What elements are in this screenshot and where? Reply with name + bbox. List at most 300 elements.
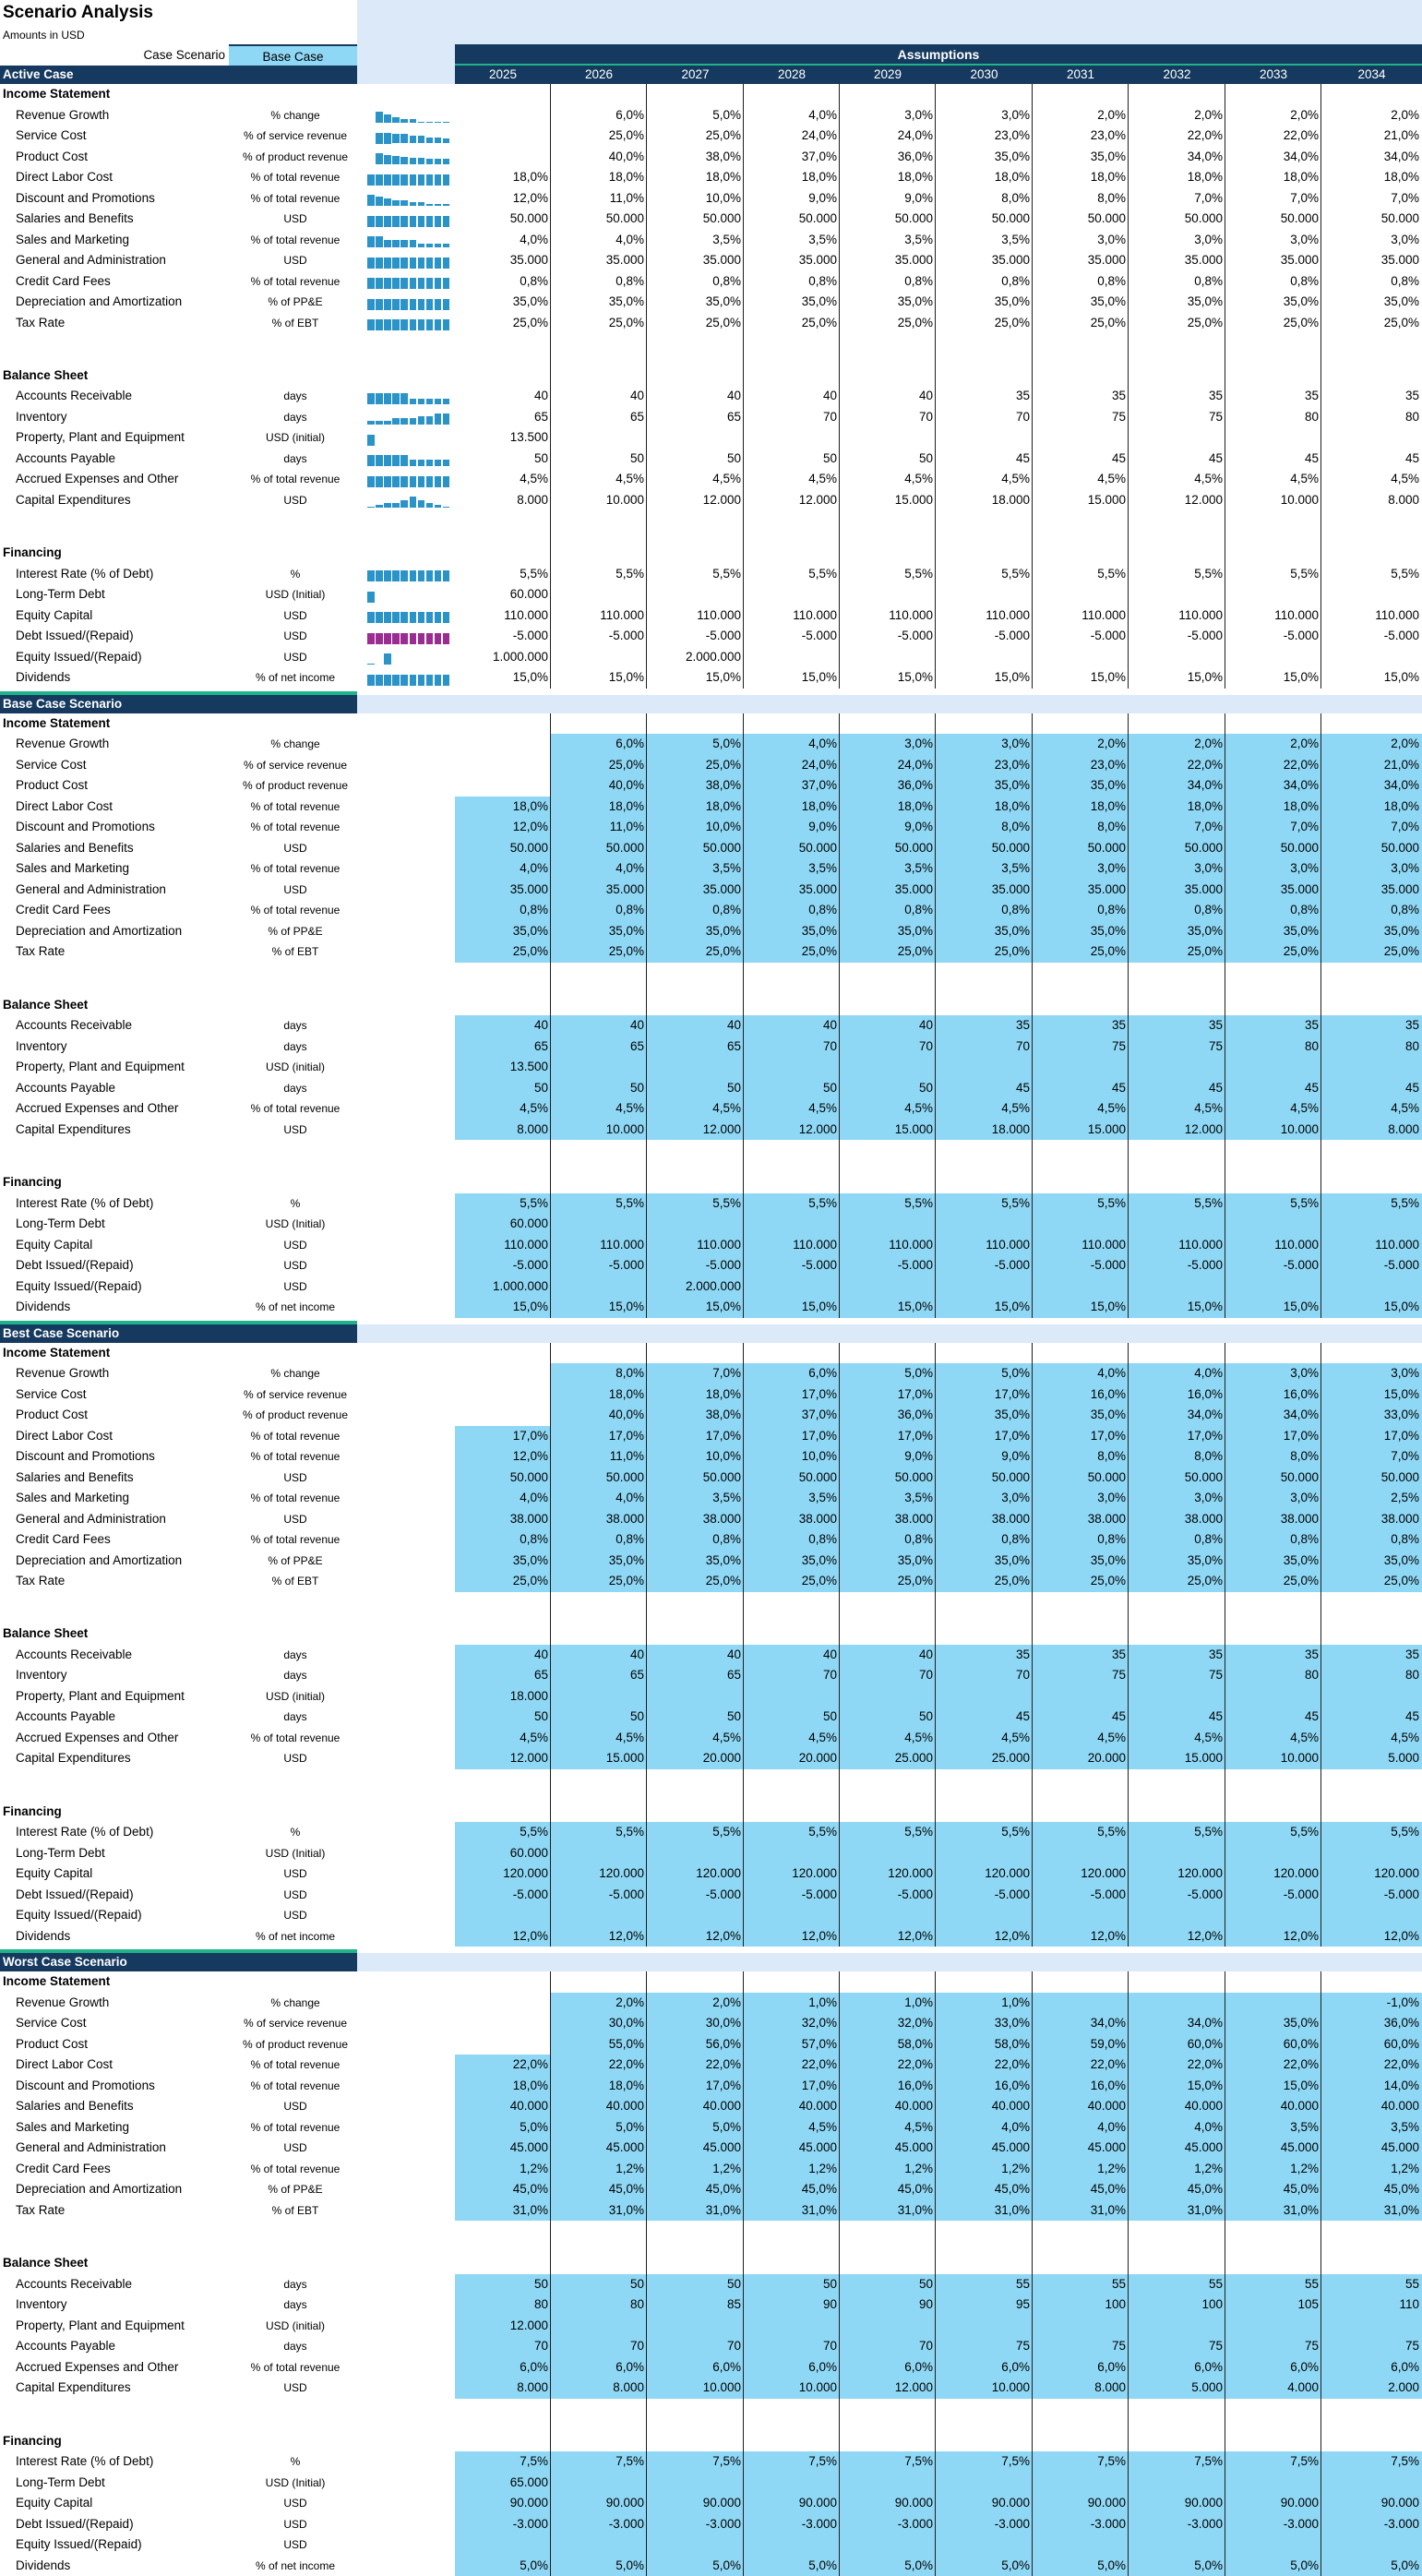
value-cell[interactable]: 90 [744,2294,840,2316]
value-cell[interactable]: 31,0% [1129,2200,1225,2222]
value-cell[interactable]: 35,0% [936,292,1033,313]
value-cell[interactable]: 3,0% [840,734,936,755]
value-cell[interactable]: 0,8% [1129,900,1225,921]
value-cell[interactable]: 12.000 [1129,490,1225,511]
value-cell[interactable] [936,1276,1033,1298]
value-cell[interactable]: 5,5% [744,1193,840,1215]
value-cell[interactable]: 12,0% [1321,1926,1422,1947]
value-cell[interactable]: 22,0% [1129,126,1225,147]
value-cell[interactable]: 57,0% [744,2034,840,2055]
value-cell[interactable]: 75 [1321,2336,1422,2357]
value-cell[interactable]: 35,0% [1321,292,1422,313]
value-cell[interactable]: 0,8% [455,900,551,921]
value-cell[interactable]: 18,0% [1225,797,1321,818]
value-cell[interactable]: 2,0% [1033,734,1129,755]
value-cell[interactable]: 25,0% [647,941,744,963]
value-cell[interactable] [455,775,551,797]
value-cell[interactable]: 9,0% [840,188,936,210]
value-cell[interactable]: 35.000 [744,880,840,901]
value-cell[interactable]: 15,0% [1129,2076,1225,2097]
value-cell[interactable]: 5,0% [647,2556,744,2576]
value-cell[interactable] [1225,1057,1321,1078]
value-cell[interactable] [1321,2473,1422,2494]
value-cell[interactable] [744,1276,840,1298]
value-cell[interactable]: 50.000 [744,209,840,230]
value-cell[interactable]: 90.000 [647,2493,744,2514]
value-cell[interactable]: 80 [1225,407,1321,428]
value-cell[interactable]: 1,2% [744,2159,840,2180]
value-cell[interactable]: 120.000 [1321,1863,1422,1885]
value-cell[interactable]: 45,0% [1129,2179,1225,2200]
value-cell[interactable]: 7,5% [647,2451,744,2473]
value-cell[interactable]: 35,0% [455,1551,551,1572]
value-cell[interactable] [1129,2316,1225,2337]
value-cell[interactable]: 3,0% [1321,1363,1422,1384]
value-cell[interactable]: 17,0% [1225,1426,1321,1447]
value-cell[interactable]: 5,5% [744,1822,840,1843]
value-cell[interactable]: 10.000 [1225,1120,1321,1141]
value-cell[interactable]: 18,0% [647,1384,744,1406]
value-cell[interactable]: -5.000 [840,626,936,647]
value-cell[interactable]: 24,0% [744,755,840,776]
value-cell[interactable] [1225,1276,1321,1298]
value-cell[interactable]: 16,0% [1225,1384,1321,1406]
value-cell[interactable] [647,1214,744,1235]
value-cell[interactable]: 35.000 [647,880,744,901]
value-cell[interactable]: 50 [551,1078,647,1099]
value-cell[interactable]: 7,5% [551,2451,647,2473]
value-cell[interactable] [551,2534,647,2556]
value-cell[interactable]: 4,5% [840,1728,936,1749]
value-cell[interactable]: -5.000 [936,1885,1033,1906]
value-cell[interactable]: 35 [1321,1015,1422,1036]
value-cell[interactable] [840,1686,936,1707]
value-cell[interactable]: 50 [551,2274,647,2295]
value-cell[interactable]: 2,5% [1321,1488,1422,1509]
value-cell[interactable]: 10,0% [647,817,744,838]
value-cell[interactable]: 25,0% [840,941,936,963]
value-cell[interactable]: 35 [1129,1645,1225,1666]
value-cell[interactable]: 3,0% [840,105,936,126]
value-cell[interactable]: 3,5% [647,858,744,880]
value-cell[interactable] [936,2473,1033,2494]
value-cell[interactable]: -5.000 [647,1255,744,1276]
value-cell[interactable]: 17,0% [647,1426,744,1447]
value-cell[interactable]: -5.000 [936,626,1033,647]
value-cell[interactable] [744,2473,840,2494]
value-cell[interactable] [936,1905,1033,1926]
value-cell[interactable]: 50.000 [744,838,840,859]
value-cell[interactable] [1321,1843,1422,1864]
value-cell[interactable]: 59,0% [1033,2034,1129,2055]
value-cell[interactable]: 35 [1321,1645,1422,1666]
value-cell[interactable]: 90.000 [1225,2493,1321,2514]
value-cell[interactable]: 35 [936,386,1033,407]
value-cell[interactable]: 50.000 [1129,838,1225,859]
value-cell[interactable]: 4,5% [551,1098,647,1120]
value-cell[interactable]: 34,0% [1129,2013,1225,2034]
value-cell[interactable]: 3,5% [647,230,744,251]
value-cell[interactable]: 45 [1129,1707,1225,1728]
value-cell[interactable]: 35,0% [1033,292,1129,313]
value-cell[interactable]: 33,0% [936,2013,1033,2034]
value-cell[interactable]: 4,5% [455,1728,551,1749]
value-cell[interactable]: 70 [455,2336,551,2357]
value-cell[interactable]: 90.000 [1321,2493,1422,2514]
value-cell[interactable] [936,647,1033,668]
value-cell[interactable]: 38.000 [840,1509,936,1530]
value-cell[interactable]: 25,0% [1033,1571,1129,1592]
value-cell[interactable]: 25.000 [936,1748,1033,1769]
value-cell[interactable]: 50.000 [647,838,744,859]
value-cell[interactable]: 50.000 [551,209,647,230]
value-cell[interactable]: 38.000 [551,1509,647,1530]
value-cell[interactable]: 15,0% [1321,1297,1422,1318]
value-cell[interactable]: 5.000 [1321,1748,1422,1769]
value-cell[interactable]: 1.000.000 [455,647,551,668]
value-cell[interactable] [647,2473,744,2494]
value-cell[interactable]: 35,0% [1225,2013,1321,2034]
value-cell[interactable]: 12.000 [647,490,744,511]
value-cell[interactable]: 5,0% [1033,2556,1129,2576]
value-cell[interactable]: 8,0% [936,817,1033,838]
value-cell[interactable]: 17,0% [936,1426,1033,1447]
value-cell[interactable]: 50 [455,2274,551,2295]
value-cell[interactable]: 110.000 [455,1235,551,1256]
value-cell[interactable]: 2,0% [647,1993,744,2014]
value-cell[interactable]: 22,0% [744,2055,840,2076]
value-cell[interactable]: 15,0% [455,1297,551,1318]
value-cell[interactable]: 10.000 [551,490,647,511]
value-cell[interactable]: 34,0% [1033,2013,1129,2034]
value-cell[interactable]: 22,0% [1225,126,1321,147]
value-cell[interactable]: 3,0% [1225,858,1321,880]
value-cell[interactable]: 105 [1225,2294,1321,2316]
value-cell[interactable]: 18,0% [551,2076,647,2097]
value-cell[interactable]: 50.000 [1129,1468,1225,1489]
value-cell[interactable]: 25,0% [936,941,1033,963]
value-cell[interactable]: 60,0% [1129,2034,1225,2055]
value-cell[interactable]: 9,0% [840,817,936,838]
value-cell[interactable]: 35 [1225,1015,1321,1036]
value-cell[interactable] [1129,427,1225,449]
value-cell[interactable]: 40.000 [1033,2096,1129,2117]
value-cell[interactable]: 50 [455,1078,551,1099]
value-cell[interactable]: 40 [840,1015,936,1036]
value-cell[interactable] [551,1905,647,1926]
value-cell[interactable]: 110.000 [840,605,936,627]
value-cell[interactable]: 7,5% [840,2451,936,2473]
value-cell[interactable]: -3.000 [840,2514,936,2535]
value-cell[interactable]: 1,2% [1129,2159,1225,2180]
value-cell[interactable]: 15,0% [551,667,647,689]
value-cell[interactable]: 38.000 [1321,1509,1422,1530]
value-cell[interactable] [455,1993,551,2014]
value-cell[interactable]: 0,8% [840,1529,936,1551]
value-cell[interactable]: -5.000 [455,1255,551,1276]
value-cell[interactable]: 40 [551,1015,647,1036]
value-cell[interactable]: 6,0% [936,2357,1033,2378]
value-cell[interactable]: 12,0% [1033,1926,1129,1947]
value-cell[interactable]: 65.000 [455,2473,551,2494]
value-cell[interactable]: 35,0% [840,921,936,942]
value-cell[interactable]: 75 [1129,1665,1225,1686]
value-cell[interactable]: 40.000 [744,2096,840,2117]
value-cell[interactable]: 50.000 [936,1468,1033,1489]
value-cell[interactable] [744,427,840,449]
value-cell[interactable]: 1,0% [744,1993,840,2014]
value-cell[interactable]: 25,0% [936,1571,1033,1592]
value-cell[interactable]: 50.000 [455,838,551,859]
value-cell[interactable]: 50 [647,2274,744,2295]
value-cell[interactable]: 5,5% [1321,1193,1422,1215]
value-cell[interactable]: 70 [936,407,1033,428]
value-cell[interactable]: 0,8% [551,1529,647,1551]
value-cell[interactable]: 35 [1033,1645,1129,1666]
value-cell[interactable]: 20.000 [1033,1748,1129,1769]
value-cell[interactable]: 4,0% [455,858,551,880]
value-cell[interactable]: 4,5% [1321,1728,1422,1749]
value-cell[interactable]: 4,5% [1129,1098,1225,1120]
value-cell[interactable]: 16,0% [840,2076,936,2097]
value-cell[interactable]: 8.000 [455,490,551,511]
value-cell[interactable]: 17,0% [840,1384,936,1406]
value-cell[interactable]: 20.000 [647,1748,744,1769]
value-cell[interactable]: 110 [1321,2294,1422,2316]
value-cell[interactable]: -3.000 [1225,2514,1321,2535]
value-cell[interactable]: 18,0% [1033,167,1129,188]
value-cell[interactable]: 12,0% [840,1926,936,1947]
value-cell[interactable]: 2.000 [1321,2378,1422,2399]
value-cell[interactable]: 33,0% [1321,1405,1422,1426]
value-cell[interactable]: 15.000 [551,1748,647,1769]
value-cell[interactable]: 5,0% [647,734,744,755]
value-cell[interactable]: 120.000 [1129,1863,1225,1885]
value-cell[interactable]: 75 [1033,2336,1129,2357]
value-cell[interactable]: 4,0% [744,734,840,755]
value-cell[interactable]: 25,0% [1033,941,1129,963]
value-cell[interactable]: 12,0% [1225,1926,1321,1947]
value-cell[interactable]: 35.000 [744,250,840,271]
value-cell[interactable]: 0,8% [1321,900,1422,921]
value-cell[interactable] [1321,584,1422,605]
value-cell[interactable]: 110.000 [1129,605,1225,627]
value-cell[interactable]: -5.000 [455,1885,551,1906]
value-cell[interactable] [936,1686,1033,1707]
value-cell[interactable]: 9,0% [840,1446,936,1468]
value-cell[interactable]: 16,0% [1129,1384,1225,1406]
value-cell[interactable] [840,1057,936,1078]
value-cell[interactable]: 40 [551,1645,647,1666]
value-cell[interactable]: 0,8% [936,271,1033,293]
value-cell[interactable]: 70 [840,2336,936,2357]
value-cell[interactable]: 4,5% [744,1098,840,1120]
value-cell[interactable]: 40.000 [1321,2096,1422,2117]
value-cell[interactable]: 10.000 [551,1120,647,1141]
value-cell[interactable]: 18,0% [936,797,1033,818]
value-cell[interactable]: 15,0% [1033,667,1129,689]
value-cell[interactable]: 35.000 [1225,880,1321,901]
value-cell[interactable]: 110.000 [551,1235,647,1256]
value-cell[interactable]: 5,5% [1033,1822,1129,1843]
value-cell[interactable]: 22,0% [936,2055,1033,2076]
value-cell[interactable]: 10.000 [1225,490,1321,511]
value-cell[interactable] [551,2473,647,2494]
value-cell[interactable]: 1,0% [840,1993,936,2014]
value-cell[interactable]: 38.000 [936,1509,1033,1530]
value-cell[interactable]: 45,0% [1033,2179,1129,2200]
value-cell[interactable]: 35,0% [1225,921,1321,942]
value-cell[interactable]: 25,0% [647,313,744,334]
value-cell[interactable]: 12.000 [840,2378,936,2399]
value-cell[interactable]: 0,8% [1321,1529,1422,1551]
value-cell[interactable]: 75 [1129,407,1225,428]
value-cell[interactable]: 5,5% [551,1822,647,1843]
value-cell[interactable]: 25,0% [455,941,551,963]
value-cell[interactable] [455,734,551,755]
value-cell[interactable]: 15,0% [1129,1297,1225,1318]
value-cell[interactable]: 7,5% [1033,2451,1129,2473]
value-cell[interactable]: 35,0% [1129,292,1225,313]
value-cell[interactable]: 35,0% [1033,147,1129,168]
value-cell[interactable]: 12.000 [1129,1120,1225,1141]
value-cell[interactable]: 0,8% [840,900,936,921]
value-cell[interactable]: 70 [936,1665,1033,1686]
value-cell[interactable]: 3,0% [1033,230,1129,251]
value-cell[interactable]: 8,0% [551,1363,647,1384]
value-cell[interactable]: 7,0% [647,1363,744,1384]
value-cell[interactable]: 0,8% [1033,271,1129,293]
value-cell[interactable]: 6,0% [551,105,647,126]
value-cell[interactable]: 40 [647,1645,744,1666]
value-cell[interactable]: 65 [647,1036,744,1058]
value-cell[interactable]: 3,5% [840,858,936,880]
value-cell[interactable] [840,647,936,668]
value-cell[interactable] [647,1905,744,1926]
value-cell[interactable]: 15,0% [744,1297,840,1318]
value-cell[interactable]: 50.000 [840,838,936,859]
value-cell[interactable]: -5.000 [1321,1255,1422,1276]
value-cell[interactable] [840,1905,936,1926]
value-cell[interactable]: 22,0% [647,2055,744,2076]
value-cell[interactable]: 75 [1033,1036,1129,1058]
value-cell[interactable]: 25,0% [1225,941,1321,963]
value-cell[interactable]: 9,0% [744,188,840,210]
value-cell[interactable]: 45,0% [840,2179,936,2200]
value-cell[interactable]: 90.000 [551,2493,647,2514]
value-cell[interactable]: 45,0% [936,2179,1033,2200]
value-cell[interactable]: 5,5% [455,564,551,585]
value-cell[interactable]: 11,0% [551,817,647,838]
value-cell[interactable]: 0,8% [840,271,936,293]
value-cell[interactable] [936,1843,1033,1864]
value-cell[interactable]: 40 [744,1645,840,1666]
value-cell[interactable]: 0,8% [455,271,551,293]
value-cell[interactable]: 0,8% [1321,271,1422,293]
value-cell[interactable]: 35,0% [1033,921,1129,942]
value-cell[interactable] [1033,1276,1129,1298]
value-cell[interactable]: 3,0% [1129,230,1225,251]
value-cell[interactable]: 35,0% [1129,1551,1225,1572]
value-cell[interactable]: -5.000 [840,1255,936,1276]
value-cell[interactable]: 0,8% [1225,271,1321,293]
value-cell[interactable]: 8.000 [1033,2378,1129,2399]
value-cell[interactable]: 35,0% [1321,1551,1422,1572]
value-cell[interactable]: -5.000 [1129,1885,1225,1906]
value-cell[interactable]: 90.000 [1129,2493,1225,2514]
value-cell[interactable] [1129,1057,1225,1078]
value-cell[interactable]: 3,5% [647,1488,744,1509]
value-cell[interactable]: 40 [744,386,840,407]
value-cell[interactable]: 5,0% [551,2556,647,2576]
value-cell[interactable]: 90 [840,2294,936,2316]
value-cell[interactable]: 4,5% [936,1728,1033,1749]
value-cell[interactable]: 3,0% [1033,1488,1129,1509]
value-cell[interactable]: 50 [551,449,647,470]
value-cell[interactable]: 4,5% [936,1098,1033,1120]
value-cell[interactable] [1129,584,1225,605]
value-cell[interactable] [840,2473,936,2494]
value-cell[interactable]: 45,0% [744,2179,840,2200]
value-cell[interactable] [1225,1905,1321,1926]
value-cell[interactable]: 2,0% [1321,734,1422,755]
value-cell[interactable]: 110.000 [1321,1235,1422,1256]
value-cell[interactable]: 40 [840,386,936,407]
value-cell[interactable]: 25,0% [1129,1571,1225,1592]
value-cell[interactable]: -5.000 [744,1255,840,1276]
value-cell[interactable]: 18,0% [936,167,1033,188]
value-cell[interactable]: 0,8% [744,1529,840,1551]
value-cell[interactable]: 38,0% [647,147,744,168]
value-cell[interactable]: 5,5% [936,1822,1033,1843]
value-cell[interactable] [744,1214,840,1235]
value-cell[interactable] [1225,1214,1321,1235]
value-cell[interactable]: 45 [1225,1707,1321,1728]
value-cell[interactable] [647,2316,744,2337]
value-cell[interactable]: 22,0% [1225,755,1321,776]
value-cell[interactable]: 35,0% [1129,921,1225,942]
value-cell[interactable]: 22,0% [840,2055,936,2076]
value-cell[interactable]: 24,0% [840,755,936,776]
value-cell[interactable]: -5.000 [455,626,551,647]
value-cell[interactable]: 1,2% [840,2159,936,2180]
value-cell[interactable]: 120.000 [936,1863,1033,1885]
value-cell[interactable] [1225,2534,1321,2556]
value-cell[interactable]: 5,5% [1225,564,1321,585]
value-cell[interactable] [1225,584,1321,605]
value-cell[interactable]: 3,5% [1321,2117,1422,2139]
value-cell[interactable] [840,1276,936,1298]
value-cell[interactable]: 70 [551,2336,647,2357]
value-cell[interactable]: 12,0% [744,1926,840,1947]
value-cell[interactable]: -5.000 [647,1885,744,1906]
value-cell[interactable]: 8,0% [1033,1446,1129,1468]
value-cell[interactable]: -5.000 [1033,1885,1129,1906]
value-cell[interactable] [551,427,647,449]
value-cell[interactable]: 12.000 [455,1748,551,1769]
value-cell[interactable]: 6,0% [744,1363,840,1384]
value-cell[interactable]: 31,0% [936,2200,1033,2222]
value-cell[interactable]: 36,0% [840,775,936,797]
value-cell[interactable]: 15.000 [1033,490,1129,511]
value-cell[interactable]: 35 [1033,1015,1129,1036]
value-cell[interactable]: 35,0% [1033,775,1129,797]
value-cell[interactable]: 5,5% [551,1193,647,1215]
value-cell[interactable]: 15,0% [455,667,551,689]
value-cell[interactable]: 35.000 [1033,250,1129,271]
value-cell[interactable]: 35,0% [936,147,1033,168]
value-cell[interactable]: 2,0% [551,1993,647,2014]
